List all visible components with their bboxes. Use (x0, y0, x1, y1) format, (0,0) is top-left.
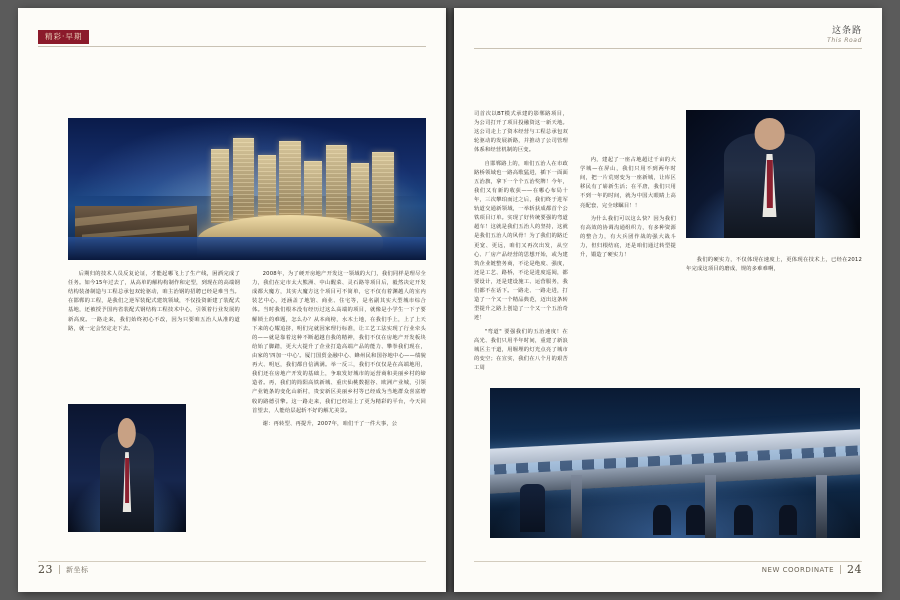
support-pylon (816, 475, 827, 538)
column-3 (686, 256, 862, 380)
audience-figure (686, 505, 705, 535)
tower (372, 152, 393, 223)
paragraph: 自邯郸路上的，咱们五治人在市政路桥领域也一路高歌猛进，插下一面面五治旗，拿下一个个五治奖牌！今年，我们又有新的收获——在哪心布局十年，三次攀珀而过之后，我们终于进军轨道交通新领域，一举斩获成都首个公铁项目订单。实现了好传统要强的弯道超车！这就是我们五治人的坚持，这就是我们五治人的风骨！为了我们的路迁更宽、更远，咱们又再次出发，从空心、厂房产品经营的思想开始，或为建筑企业链整务商，不论是绝度、强度，还是工艺、路桥，不论是进度巡阅，都要设计，还是建设施工、运营服务，我们都不在话下。一路走、一路走进，打造了一个又一个精品典范，迈出这条转型提升之路上创造了一个又一个五治奇迹！ (474, 160, 568, 322)
tower (326, 145, 347, 223)
page-right (454, 8, 882, 592)
section-tag: 精彩·早期 (38, 30, 89, 44)
header-title-en: This Road (827, 37, 862, 45)
left-page-footer (38, 563, 89, 576)
tower (258, 155, 276, 223)
book-gutter (446, 8, 454, 592)
header-title-cn: 这条路 (831, 26, 862, 36)
audience-figure (653, 505, 672, 535)
tower (304, 161, 322, 223)
tower (211, 149, 229, 223)
footer-divider (38, 561, 426, 562)
footer-label: NEW COORDINATE (761, 565, 834, 574)
footer-divider-mark (840, 565, 841, 574)
support-pylon (571, 475, 582, 538)
waterfront (68, 237, 426, 260)
cityscape-render-image (68, 118, 426, 260)
rail-transit-photo-image (490, 388, 860, 538)
speaker-figure (724, 133, 814, 238)
speaker-at-podium (520, 484, 546, 532)
paragraph: "弯道" 要强我们的五治速度！在高光、我们只用半年时间，重建了新浪城区主干道，用堰埋的灯光点亮了城市的变空；在宣实，我们在八个月的艰苦工周 (474, 328, 568, 371)
footer-divider (474, 561, 862, 562)
tower (279, 141, 300, 223)
header-divider (474, 48, 862, 49)
right-page-footer (762, 563, 862, 576)
audience-figure (779, 505, 798, 535)
header-divider (38, 46, 426, 47)
footer-divider-mark (59, 565, 60, 574)
footer-label: 新坐标 (66, 565, 89, 574)
audience-figure (734, 505, 753, 535)
paragraph: 司首次以BT模式承建的影郸路项目，为公司打开了项目投融资这一新天地。这公司走上了资本经营与工程总承包双轮驱动的发展新路，并推动了公司管理体系和经营机制的巨变。 (474, 111, 568, 154)
tower (351, 163, 369, 223)
paragraph: 2008年，为了硬开房地产开发这一领域的大门，我们同样是理尽全力，我们在定市太大熊洲、中山醒菜、灵石路等项目后，毅然决定开发成都大魔方，其实大魔方这个项目可不简单，它不仅有着渊越人的室内装艺中心，还涵盖了地馆、商业、住宅等，是名副其实大型城市综合体。当时我们根本没有经历过这么高端的项目，就像是小学生一下子要解锁土的难题，怎么办？从本商榜，水木土地，在我们手上，上了上天下来的心耀追挤，明们完就因家理行标准，让工艺工法实现了行业牵头的——就是靠着这种不断超越自我的精神，我们不仅在房地产开发板块给始了脚踏，更大大提升了企业打造高端产品的能力、攀拳我们现在，由家的'四加一中心'。厦门国贸金融中心、蜂州民和国谷地中心——绩貌再大、明厄，我们都自信满满。举一反三，我们不仅仅是在高端地用，我们还在房地产开发的基础上，争取发好城市的运营商和美丽乡村的缔造者。再，我们的简阳高铁新城、重庆仙桃数据谷、欧洲产业城，引领产业链条的变化山新村，贵安新区美丽乡村等已经成为当地群众喜富增收的路德引擎。这一路走来，我们已经站上了更为精彩的平台，今天回首望去，人能给层起斩不好的解尤美景。 (252, 271, 426, 414)
page-number: 23 (38, 563, 53, 576)
speaker-tie (766, 160, 772, 207)
speaker-photo-left-image (68, 404, 186, 532)
paragraph: 后期归的技术人员反复论证，才能起哪飞上了生产线，困酒完成了任务。如今15年过去了，从高单的解构构制作和定型，到现在的高端钢结构装备制造与工程总承包双轮驱动，咱主治钢的招聘已经是难当当。在邯郸的工程，是我们之逆军装配式建筑领域，不仅投资新建了装配式基地，还被授予国内省装配式钢结构工程技术中心，引领着行业发展的新高度。一路走来，我们始终初心不改，因为只要咱五治人从准的道路，就一定会坚定走下去。 (68, 271, 240, 332)
right-page-header (827, 26, 862, 45)
paragraph: 为什么我们可以这么快？因为我们有高效的协调沟通组织力，有多种资源的整合力，有大兵团作战的强大战斗力，但归根结底，还是咱们通过转型提升，锻造了硬实力！ (580, 215, 676, 259)
speaker-head (754, 118, 785, 149)
right-column-text (252, 270, 426, 546)
speaker-photo-right-image (686, 110, 860, 238)
page-left (18, 8, 446, 592)
speaker-head (118, 418, 136, 448)
support-pylon (705, 475, 716, 538)
page-number: 24 (847, 563, 862, 576)
speaker-figure (100, 432, 154, 532)
paragraph: 我们的硬实力，不仅体现在速度上，更体现在技术上，已经在2012年完成这项目的磨成，规的多难难啊， (686, 257, 862, 273)
left-page-header (38, 30, 89, 44)
paragraph: 内，建起了一座占地超过千亩的大学城—在屏山，我们只用不到两年时间，把一片荒财变为一座新城，让库区移民有了崭新生活；在平唐，我们只用不到一年的时间，就为中国大眼睛上高亮配套，完全球瞩目！！ (580, 157, 676, 209)
speaker-tie (125, 458, 129, 503)
paragraph: 谢：再转型、再提升，2007年，咱们干了一件大事，公 (262, 420, 398, 427)
tower (233, 138, 254, 223)
